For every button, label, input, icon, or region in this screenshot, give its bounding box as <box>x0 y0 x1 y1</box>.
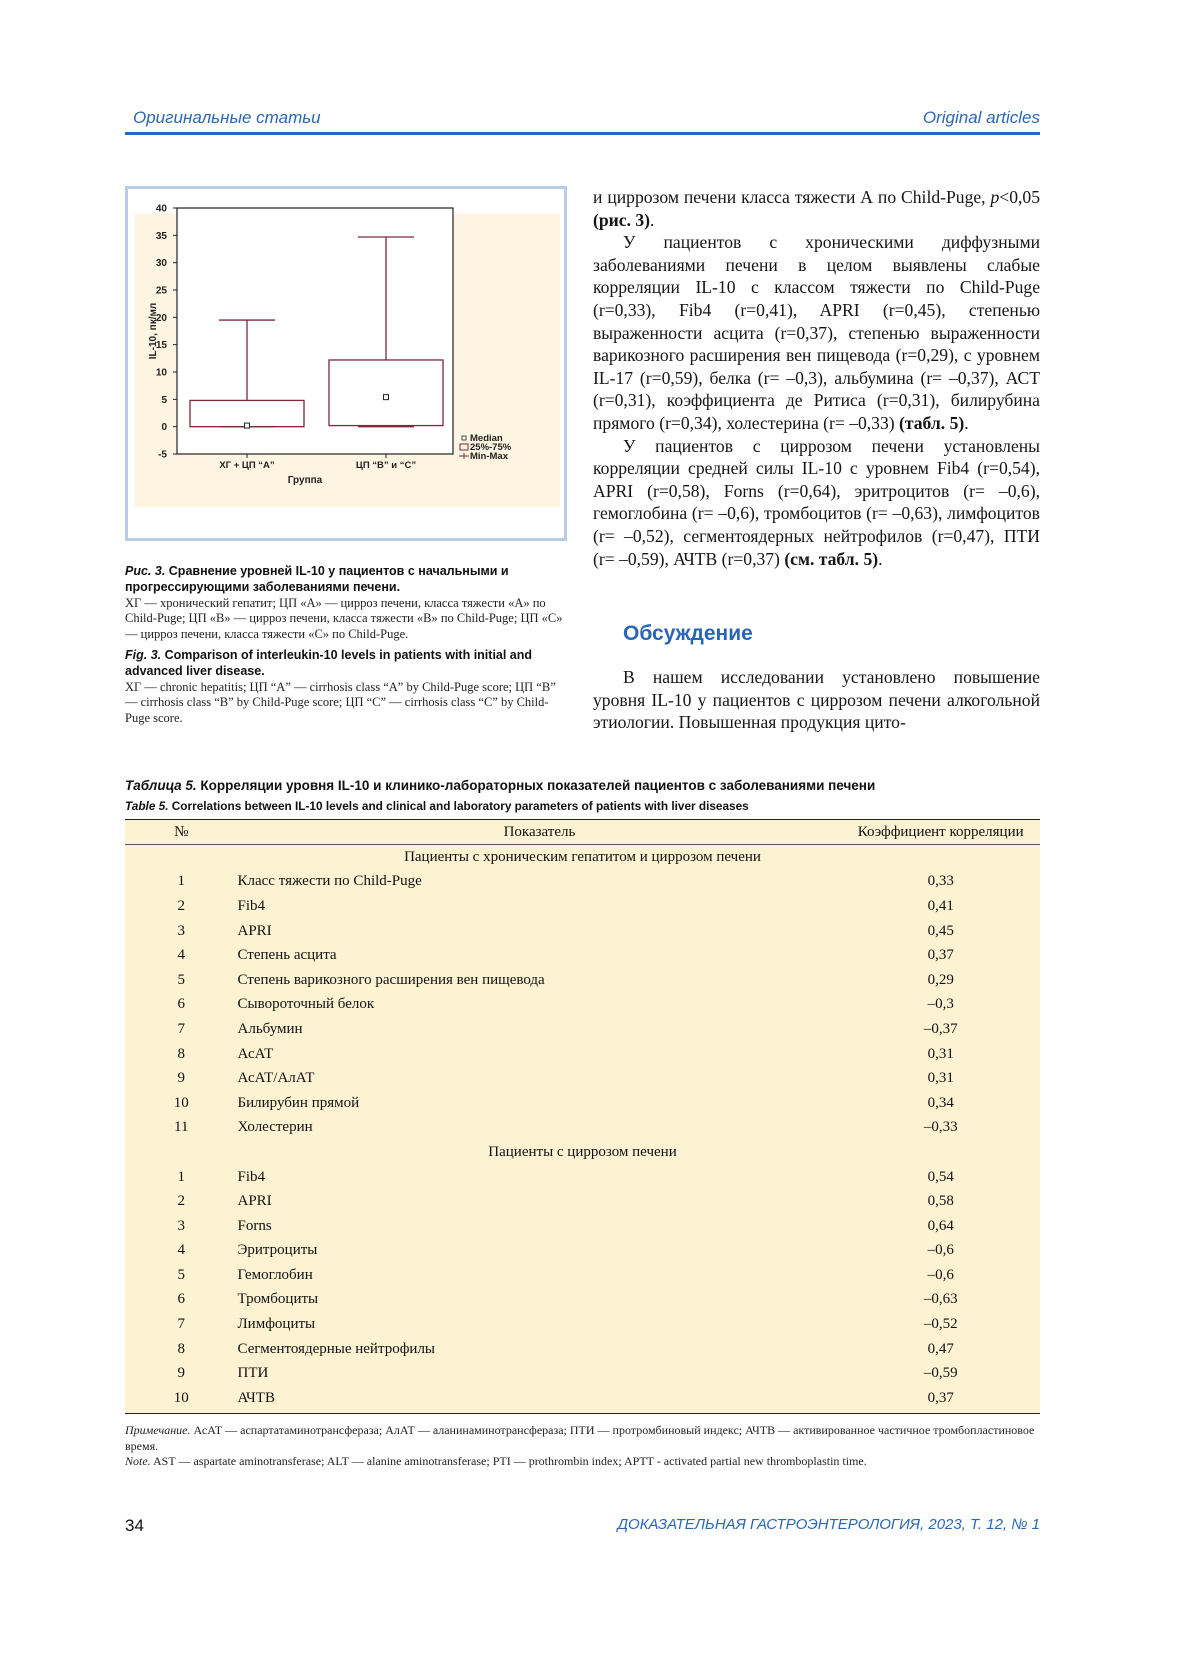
legend-minmax-label: Min-Max <box>470 451 508 462</box>
row-parameter: ПТИ <box>237 1365 269 1382</box>
row-number: 4 <box>177 1242 185 1259</box>
body-column-bottom <box>593 666 1040 734</box>
table-row <box>125 1288 1040 1313</box>
row-parameter: Сегментоядерные нейтрофилы <box>237 1340 436 1357</box>
row-parameter: Альбумин <box>237 1020 303 1037</box>
row-coefficient: –0,3 <box>927 996 954 1013</box>
row-parameter: Гемоглобин <box>237 1266 313 1283</box>
table-row <box>125 1312 1040 1337</box>
row-number: 7 <box>177 1316 185 1333</box>
table-row <box>125 1239 1040 1264</box>
row-number: 6 <box>177 1291 185 1308</box>
row-coefficient: 0,34 <box>927 1094 954 1111</box>
correlation-table <box>125 820 1040 1411</box>
row-parameter: Fib4 <box>237 897 266 914</box>
row-number: 7 <box>177 1020 185 1037</box>
body-column-top <box>593 186 1040 570</box>
note-ru: Примечание. АсАТ — аспартатаминотрансфераза; АлАТ — аланинаминотрансфераза; ПТИ — протромбиновый индекс; АЧТВ — активированное частичное тромбопластиновое время. <box>125 1423 1035 1453</box>
row-number: 9 <box>177 1070 185 1087</box>
il10-boxplot-chart <box>128 189 564 538</box>
table-row <box>125 1017 1040 1042</box>
row-parameter: Класс тяжести по Child-Puge <box>237 873 422 890</box>
table-row <box>125 1263 1040 1288</box>
table-row <box>125 943 1040 968</box>
journal-title: ДОКАЗАТЕЛЬНАЯ ГАСТРОЭНТЕРОЛОГИЯ, 2023, Т. 12, № 1 <box>617 1516 1040 1533</box>
paragraph-2: У пациентов с хроническими диффузными заболеваниями печени в целом выявлены слабые корреляции IL-10 с классом тяжести по Child-Puge (r=0,33), Fib4 (r=0,41), APRI (r=0,45), степенью выраженности асцита (r=0,37), степенью выраженности варикозного расширения вен пищевода (r=0,29), с уровнем IL-17 (r=0,59), белка (r= –0,3), альбумина (r= –0,37), АСТ (r=0,31), коэффициента де Ритиса (r=0,31), билирубина прямого (r=0,34), холестерина (r= –0,33) (табл. 5). <box>593 232 1040 433</box>
table-5 <box>125 819 1040 1414</box>
row-parameter: Fib4 <box>237 1168 266 1185</box>
row-coefficient: 0,31 <box>927 1070 954 1087</box>
row-parameter: Эритроциты <box>237 1242 318 1259</box>
row-coefficient: 0,37 <box>927 1389 954 1406</box>
table-row <box>125 1214 1040 1239</box>
caption-ru <box>125 564 570 643</box>
y-tick-label: 20 <box>155 312 167 324</box>
row-number: 1 <box>177 1168 185 1185</box>
row-number: 5 <box>177 971 185 988</box>
row-coefficient: –0,63 <box>923 1291 958 1308</box>
row-parameter: Лимфоциты <box>237 1316 316 1333</box>
table-row <box>125 870 1040 895</box>
caption-en-note: ХГ — chronic hepatitis; ЦП “А” — cirrhosis class “A” by Child-Puge score; ЦП “В” — cirrhosis class “B” by Child-Puge score; ЦП “С” — cirrhosis class “C” by Child-Puge score. <box>125 679 556 726</box>
row-coefficient: 0,47 <box>927 1340 954 1357</box>
header-rule <box>125 132 1040 135</box>
row-parameter: APRI <box>237 922 272 939</box>
row-number: 1 <box>177 873 185 890</box>
row-number: 10 <box>173 1094 189 1111</box>
row-coefficient: –0,37 <box>923 1020 958 1037</box>
running-header-left: Оригинальные статьи <box>133 108 321 127</box>
row-coefficient: 0,54 <box>927 1168 954 1185</box>
legend-median-label: Median <box>470 433 503 444</box>
x-tick-label: ЦП “В” и “С” <box>355 460 417 471</box>
y-tick-label: 35 <box>155 230 167 242</box>
y-tick-label: 30 <box>155 258 167 270</box>
table-caption-en: Table 5. Correlations between IL-10 levels and clinical and laboratory parameters of patients with liver diseases <box>125 799 749 813</box>
table-note <box>125 1423 1040 1470</box>
section-heading-discussion: Обсуждение <box>623 622 753 645</box>
table-header-row <box>125 820 1040 845</box>
y-tick-label: 5 <box>161 394 167 406</box>
caption-ru-note: ХГ — хронический гепатит; ЦП «А» — цирроз печени, класса тяжести «А» по Child-Puge; ЦП «В» — цирроз печени, класса тяжести «В» по Child-Puge; ЦП «С» — цирроз печени, класса тяжести «С» по Child-Puge. <box>125 595 563 642</box>
table-row <box>125 1386 1040 1411</box>
row-number: 11 <box>174 1119 189 1136</box>
x-tick-label: ХГ + ЦП “А” <box>219 460 275 471</box>
row-parameter: АЧТВ <box>237 1389 275 1406</box>
row-coefficient: –0,59 <box>923 1365 958 1382</box>
y-tick-label: 0 <box>161 422 167 434</box>
legend-iqr-swatch <box>460 444 468 450</box>
plot-area <box>177 208 453 454</box>
y-axis-label: IL-10, пк/мл <box>148 302 159 360</box>
row-coefficient: –0,52 <box>923 1316 958 1333</box>
group-row-cirrhosis <box>125 1140 1040 1165</box>
table-row <box>125 1116 1040 1141</box>
table-row <box>125 1091 1040 1116</box>
row-parameter: Холестерин <box>237 1119 313 1136</box>
row-number: 9 <box>177 1365 185 1382</box>
caption-en-label: Fig. 3. <box>125 647 162 662</box>
row-number: 5 <box>177 1266 185 1283</box>
row-parameter: АсАТ <box>237 1045 274 1062</box>
row-number: 4 <box>177 947 185 964</box>
paragraph-3: У пациентов с циррозом печени установлены корреляции средней силы IL-10 с уровнем Fib4 (r=0,54), APRI (r=0,58), Forns (r=0,64), эритроцитов (r= –0,6), гемоглобина (r= –0,6), тромбоцитов (r= –0,63), лимфоцитов (r= –0,52), сегментоядерных нейтрофилов (r=0,47), ПТИ (r= –0,59), АЧТВ (r=0,37) (см. табл. 5). <box>593 435 1040 569</box>
row-number: 8 <box>177 1340 185 1357</box>
col-header-coefficient: Коэффициент корреляции <box>841 820 1040 845</box>
table-row <box>125 1189 1040 1214</box>
median-marker <box>384 395 389 400</box>
caption-en-title: Comparison of interleukin-10 levels in patients with initial and advanced liver disease. <box>125 647 533 678</box>
col-header-parameter: Показатель <box>238 820 842 845</box>
row-coefficient: 0,64 <box>927 1217 954 1234</box>
y-tick-label: -5 <box>158 449 167 461</box>
row-parameter: Тромбоциты <box>237 1291 319 1308</box>
median-marker <box>245 423 250 428</box>
row-coefficient: 0,31 <box>927 1045 954 1062</box>
figure-caption <box>125 564 570 727</box>
group-row-hepatitis-cirrhosis <box>125 845 1040 870</box>
row-parameter: Forns <box>237 1217 272 1234</box>
table-caption-ru: Таблица 5. Корреляции уровня IL-10 и клинико-лабораторных показателей пациентов с заболеваниями печени <box>125 778 876 793</box>
row-coefficient: 0,33 <box>927 873 954 890</box>
row-coefficient: 0,29 <box>927 971 954 988</box>
row-parameter: Билирубин прямой <box>237 1094 360 1111</box>
row-coefficient: 0,37 <box>927 947 954 964</box>
row-coefficient: –0,33 <box>923 1119 958 1136</box>
row-parameter: АсАТ/АлАТ <box>237 1070 315 1087</box>
table-row <box>125 1165 1040 1190</box>
caption-ru-title: Сравнение уровней IL-10 у пациентов с начальными и прогрессирующими заболеваниями печени. <box>125 564 509 594</box>
row-parameter: Сывороточный белок <box>237 996 375 1013</box>
row-number: 2 <box>177 897 185 914</box>
table-row <box>125 993 1040 1018</box>
y-tick-label: 40 <box>155 203 167 215</box>
y-tick-label: 25 <box>155 285 167 297</box>
row-parameter: Степень варикозного расширения вен пищевода <box>237 971 545 988</box>
legend-median-swatch <box>462 436 466 440</box>
table-row <box>125 968 1040 993</box>
y-tick-label: 15 <box>155 340 167 352</box>
row-coefficient: 0,41 <box>927 897 954 914</box>
table-row <box>125 1042 1040 1067</box>
row-coefficient: –0,6 <box>927 1266 954 1283</box>
row-number: 8 <box>177 1045 185 1062</box>
table-row <box>125 894 1040 919</box>
paragraph-4: В нашем исследовании установлено повышение уровня IL-10 у пациентов с циррозом печени алкогольной этиологии. Повышенная продукция цито- <box>593 667 1040 733</box>
y-tick-label: 10 <box>155 367 167 379</box>
page-number: 34 <box>125 1516 144 1535</box>
note-en: Note. AST — aspartate aminotransferase; ALT — alanine aminotransferase; PTI — prothrombin index; APTT - activated partial new thromboplastin time. <box>125 1454 867 1468</box>
x-axis-label: Группа <box>287 475 323 486</box>
row-coefficient: 0,45 <box>927 922 954 939</box>
row-number: 6 <box>177 996 185 1013</box>
row-number: 10 <box>173 1389 189 1406</box>
running-header-right: Original articles <box>922 108 1040 127</box>
row-coefficient: 0,58 <box>927 1193 954 1210</box>
table-row <box>125 1066 1040 1091</box>
row-number: 3 <box>177 922 185 939</box>
row-coefficient: –0,6 <box>927 1242 954 1259</box>
table-row <box>125 1361 1040 1386</box>
group-label: Пациенты с хроническим гепатитом и циррозом печени <box>404 848 761 865</box>
table-row <box>125 1337 1040 1362</box>
row-number: 3 <box>177 1217 185 1234</box>
row-parameter: Степень асцита <box>237 947 337 964</box>
paragraph-1: и циррозом печени класса тяжести А по Child-Puge, p<0,05 (рис. 3). <box>593 187 1040 230</box>
caption-ru-label: Рис. 3. <box>125 564 166 578</box>
row-parameter: APRI <box>237 1193 272 1210</box>
group-label: Пациенты с циррозом печени <box>488 1143 677 1160</box>
col-header-number: № <box>125 820 238 845</box>
caption-en <box>125 648 570 727</box>
table-row <box>125 919 1040 944</box>
row-number: 2 <box>177 1193 185 1210</box>
figure-3-frame <box>125 186 567 541</box>
legend-iqr-label: 25%-75% <box>470 442 512 453</box>
